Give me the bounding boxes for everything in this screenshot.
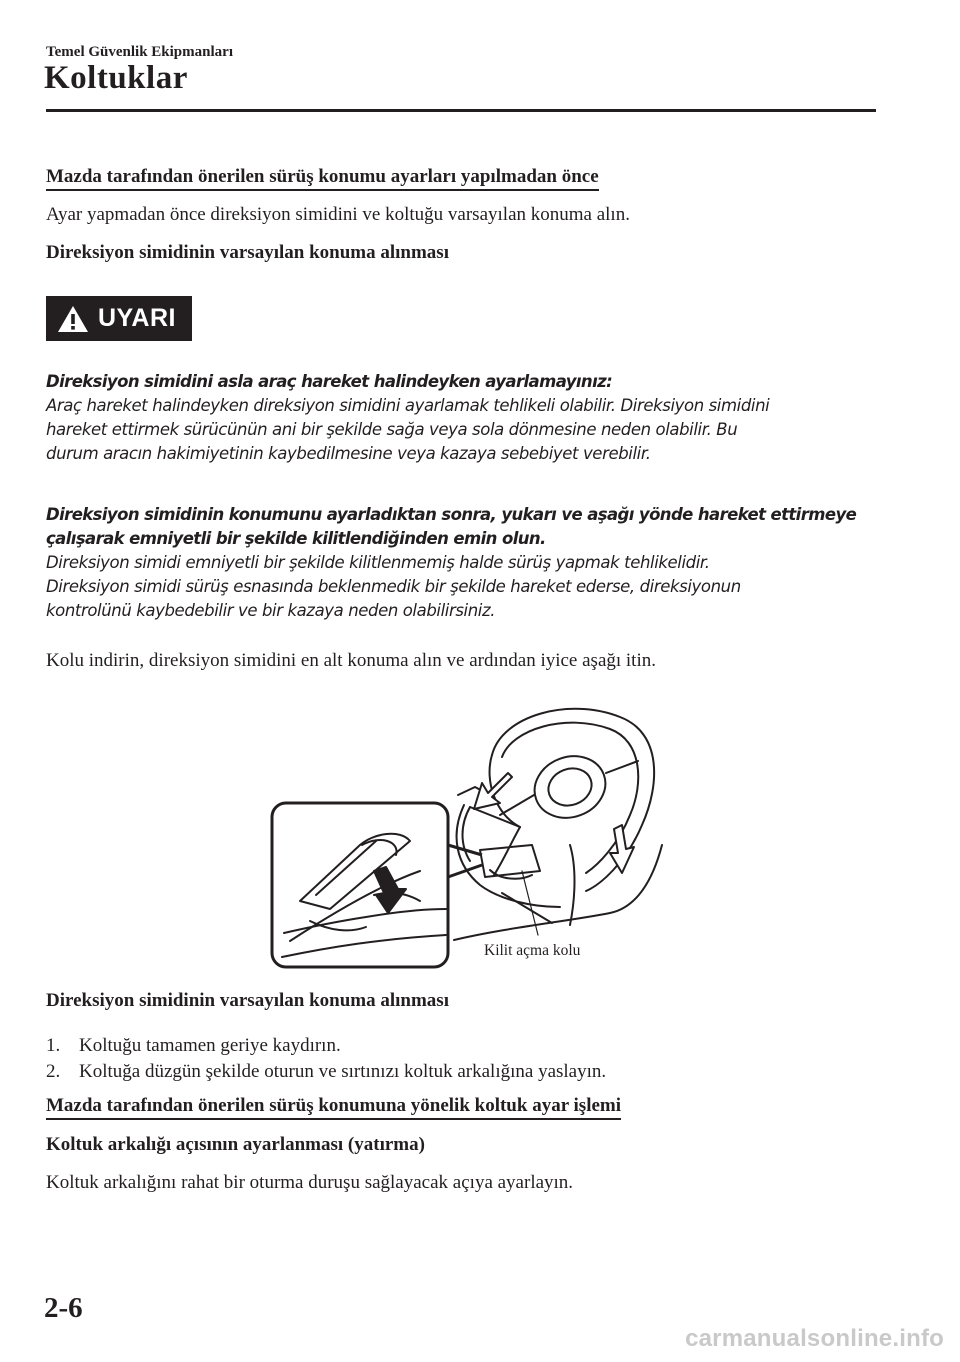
recline-paragraph: Koltuk arkalığını rahat bir oturma duruşu sağlayacak açıya ayarlayın.	[46, 1172, 574, 1193]
warning-badge	[46, 296, 192, 341]
section-heading-seat-adjust: Mazda tarafından önerilen sürüş konumuna yönelik koltuk ayar işlemi	[46, 1095, 621, 1120]
page-number: 2-6	[44, 1292, 83, 1324]
step-text: Koltuğa düzgün şekilde oturun ve sırtınızı koltuk arkalığına yaslayın.	[79, 1061, 607, 1082]
warning-text-line: Direksiyon simidi emniyetli bir şekilde kilitlenmemiş halde sürüş yapmak tehlikelidir.	[46, 553, 710, 572]
list-item	[46, 1033, 606, 1059]
section-label: Temel Güvenlik Ekipmanları	[46, 44, 233, 60]
subheading-steering-default: Direksiyon simidinin varsayılan konuma alınması	[46, 242, 449, 263]
lever-instruction: Kolu indirin, direksiyon simidini en alt konuma alın ve ardından iyice aşağı itin.	[46, 650, 656, 671]
warning-item-heading: çalışarak emniyetli bir şekilde kilitlendiğinden emin olun.	[46, 529, 546, 548]
warning-text-line: kontrolünü kaybedebilir ve bir kazaya neden olabilirsiniz.	[46, 601, 496, 620]
watermark: carmanualsonline.info	[685, 1325, 944, 1352]
warning-item-heading: Direksiyon simidini asla araç hareket halindeyken ayarlamayınız:	[46, 372, 613, 391]
warning-text-line: Direksiyon simidi sürüş esnasında beklenmedik bir şekilde hareket ederse, direksiyonun	[46, 577, 741, 596]
step-number: 1.	[46, 1035, 61, 1056]
chapter-title: Koltuklar	[44, 60, 188, 96]
warning-item-heading: Direksiyon simidinin konumunu ayarladıktan sonra, yukarı ve aşağı yönde hareket ettirmeye	[46, 505, 857, 524]
warning-item-1	[46, 370, 876, 466]
figure-caption-release-lever: Kilit açma kolu	[484, 942, 581, 959]
warning-text-line: hareket ettirmek sürücünün ani bir şekilde sağa veya sola dönmesine neden olabilir. Bu	[46, 420, 738, 439]
subheading-recline: Koltuk arkalığı açısının ayarlanması (yatırma)	[46, 1134, 425, 1155]
step-text: Koltuğu tamamen geriye kaydırın.	[79, 1035, 341, 1056]
warning-text-line: Araç hareket halindeyken direksiyon simidini ayarlamak tehlikeli olabilir. Direksiyon simidini	[46, 396, 770, 415]
subheading-seat-default: Direksiyon simidinin varsayılan konuma alınması	[46, 990, 449, 1011]
section-heading-before-adjust: Mazda tarafından önerilen sürüş konumu ayarları yapılmadan önce	[46, 166, 599, 191]
header-rule	[46, 109, 876, 112]
list-item	[46, 1059, 606, 1085]
warning-label: UYARI	[98, 304, 176, 332]
steering-column-illustration	[270, 695, 690, 975]
step-number: 2.	[46, 1061, 61, 1082]
intro-paragraph: Ayar yapmadan önce direksiyon simidini ve koltuğu varsayılan konuma alın.	[46, 204, 630, 225]
warning-triangle-icon	[56, 304, 90, 334]
warning-item-2	[46, 503, 876, 623]
steps-list	[46, 1033, 606, 1085]
warning-text-line: durum aracın hakimiyetinin kaybedilmesine veya kazaya sebebiyet verebilir.	[46, 444, 651, 463]
